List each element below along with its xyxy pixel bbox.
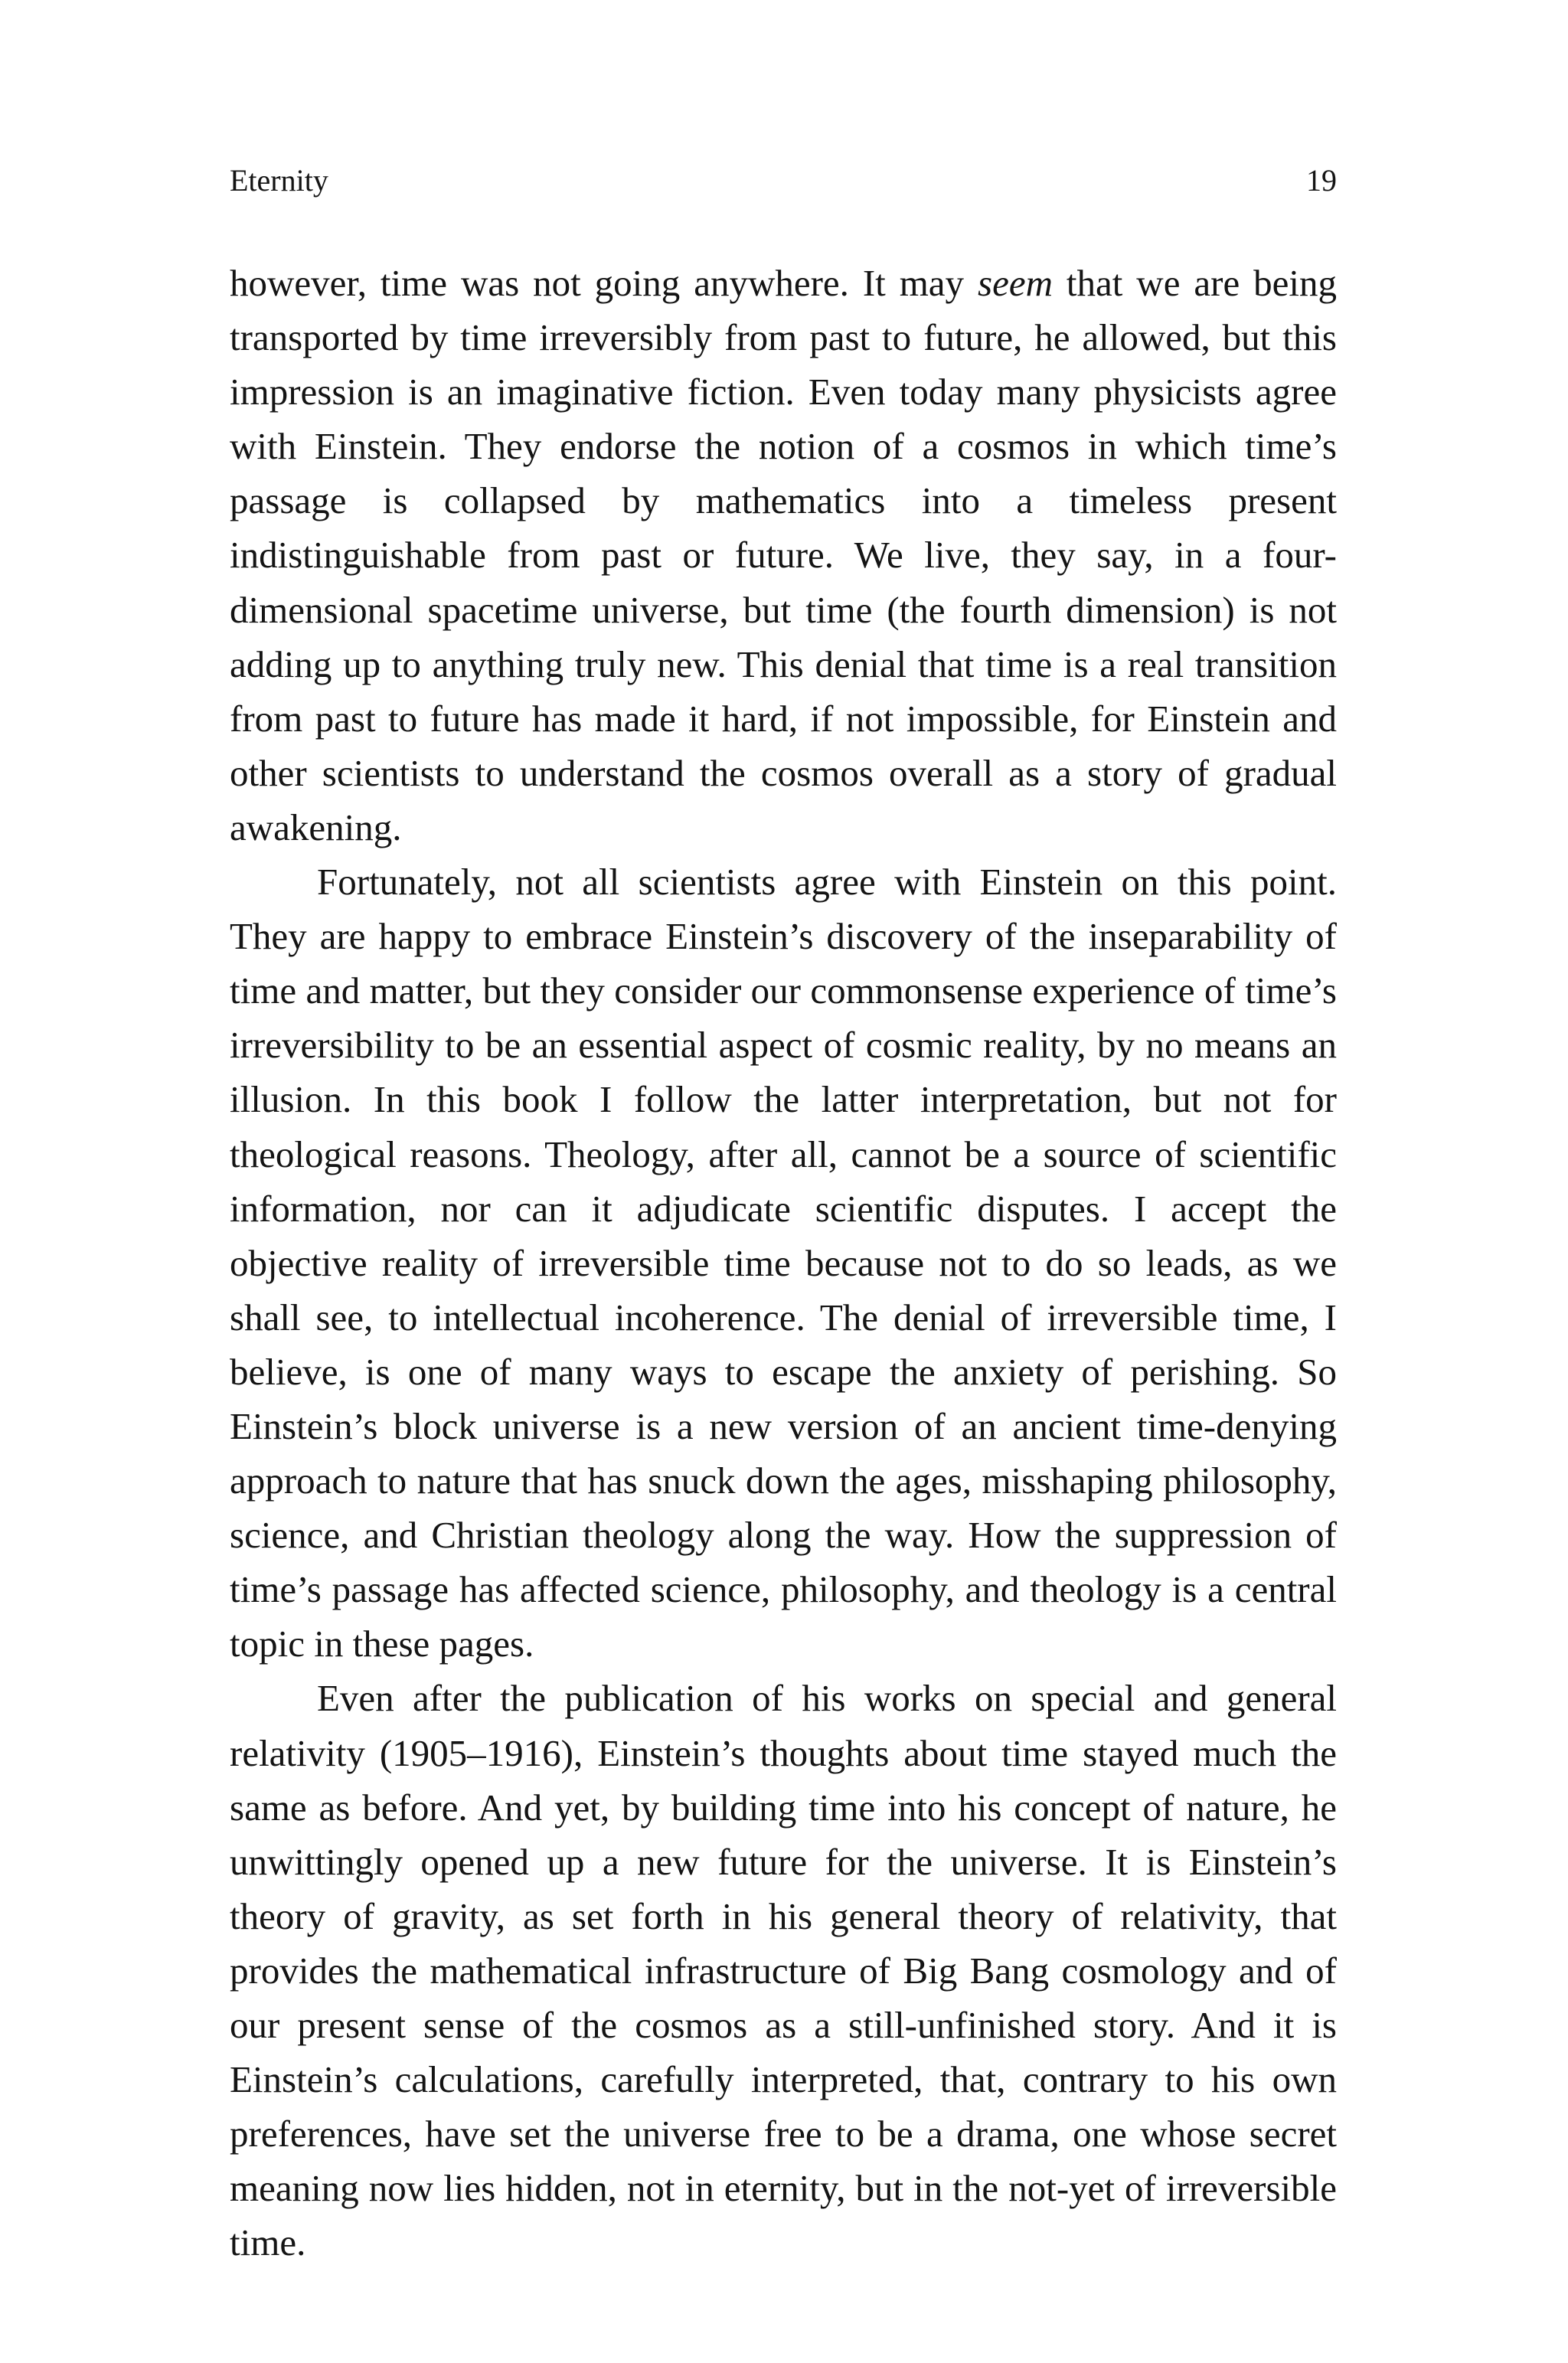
paragraph-3: Even after the publication of his works on special and general relativity (1905–1916), Einstein’s thoughts about time stayed much the same as before. And yet, by building time into his concept of nature, he unwittingly opened up a new future for the universe. It is Einstein’s theory of gravity, as set forth in his general theory of relativity, that provides the mathematical infrastructure of Big Bang cosmology and of our present sense of the cosmos as a still-unfinished story. And it is Einstein’s calculations, carefully interpreted, that, contrary to his own preferences, have set the universe free to be a drama, one whose secret meaning now lies hidden, not in eternity, but in the not-yet of irreversible time. [230,1677,1337,2264]
running-title: Eternity [230,163,328,198]
paragraph-2: Fortunately, not all scientists agree with Einstein on this point. They are happy to embrace Einstein’s discovery of the inseparability of time and matter, but they consider our commonsense experience of time’s irreversibility to be an essential aspect of cosmic reality, by no means an illusion. In this book I follow the latter interpretation, but not for theological reasons. Theology, after all, cannot be a source of scientific information, nor can it adjudicate scientific disputes. I accept the objective reality of irreversible time because not to do so leads, as we shall see, to intellectual incoherence. The denial of irreversible time, I believe, is one of many ways to escape the anxiety of perishing. So Einstein’s block universe is a new version of an ancient time-denying approach to nature that has snuck down the ages, misshaping philosophy, science, and Christian theology along the way. How the suppression of time’s passage has affected science, philosophy, and theology is a central topic in these pages. [230,861,1337,1665]
paragraph-1-rest: that we are being transported by time irreversibly from past to future, he allowed, but this impression is an imaginative fiction. Even today many physicists agree with Einstein. They endorse the notion of a cosmos in which time’s passage is collapsed by mathematics into a timeless present indistinguishable from past or future. We live, they say, in a four-dimensional spacetime universe, but time (the fourth dimension) is not adding up to anything truly new. This denial that time is a real transition from past to future has made it hard, if not impossible, for Einstein and other scientists to understand the cosmos overall as a story of gradual awakening. [230,262,1337,848]
body-text [230,256,1337,2270]
running-head [230,158,1337,204]
page-number: 19 [1306,163,1337,198]
paragraph-1-lead: however, time was not going anywhere. It may [230,262,978,304]
emphasized-word: seem [978,262,1053,304]
paragraph-1 [230,256,1337,855]
